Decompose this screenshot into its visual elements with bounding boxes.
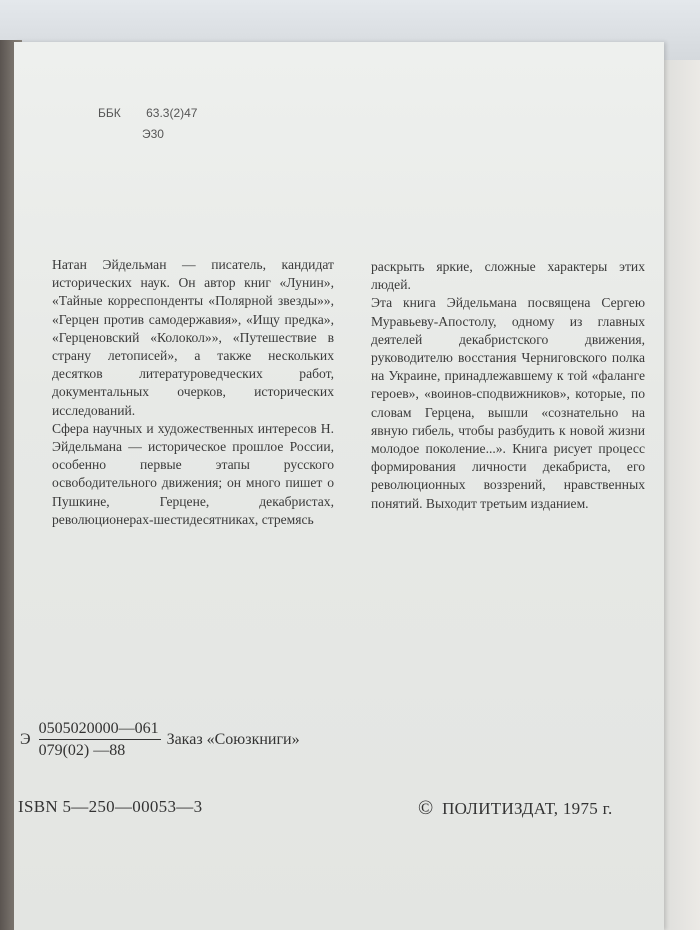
annotation-paragraph: раскрыть яркие, сложные характеры этих людей. (371, 259, 645, 293)
order-fraction (39, 720, 161, 760)
publisher-imprint (418, 797, 613, 820)
publisher-name: ПОЛИТИЗДАТ, 1975 г. (442, 799, 613, 818)
annotation-left-column (52, 256, 334, 529)
order-text: Заказ «Союзкниги» (166, 731, 300, 748)
isbn: ISBN 5—250—00053—3 (18, 797, 203, 816)
annotation-paragraph: Сфера научных и художественных интересов Н. Эйдельмана — историческое прошлое России, особенно первые этапы русского освободительного движения; он много пишет о Пушкине, Герцене, декабристах, революционерах-шестидесятниках, стремясь (52, 420, 334, 527)
annotation-paragraph: Эта книга Эйдельмана посвящена Сергею Муравьеву-Апостолу, одному из главных деятелей декабристского движения, руководителю восстания Черниговского полка на Украине, принадлежавшему к той «фаланге героев», «воинов-сподвижников», которые, по словам Герцена, вышли «сознательно на явную гибель, чтобы разбудить к новой жизни молодое поколение...». Книга рисует процесс формирования личности декабриста, его революционных воззрений, нравственных понятий. Выходит третьим изданием. (371, 295, 645, 511)
order-info (20, 720, 300, 760)
order-numerator: 0505020000—061 (39, 720, 161, 740)
order-prefix: Э (20, 731, 31, 748)
copyright-icon: © (418, 797, 434, 819)
bbk-classification (98, 103, 197, 145)
annotation-right-column (371, 258, 645, 513)
bbk-code: 63.3(2)47 (146, 106, 198, 120)
order-denominator: 079(02) —88 (38, 742, 126, 759)
bbk-label: ББК (98, 106, 121, 120)
author-mark: Э30 (142, 127, 164, 141)
annotation-paragraph: Натан Эйдельман — писатель, кандидат исторических наук. Он автор книг «Лунин», «Тайные корреспонденты «Полярной звезды»», «Герцен против самодержавия», «Ищу предка», «Герценовский «Колокол»», «Путешествие в страну летописей», а также нескольких десятков литературоведческих работ, документальных очерков, исторических исследований. (52, 257, 334, 418)
